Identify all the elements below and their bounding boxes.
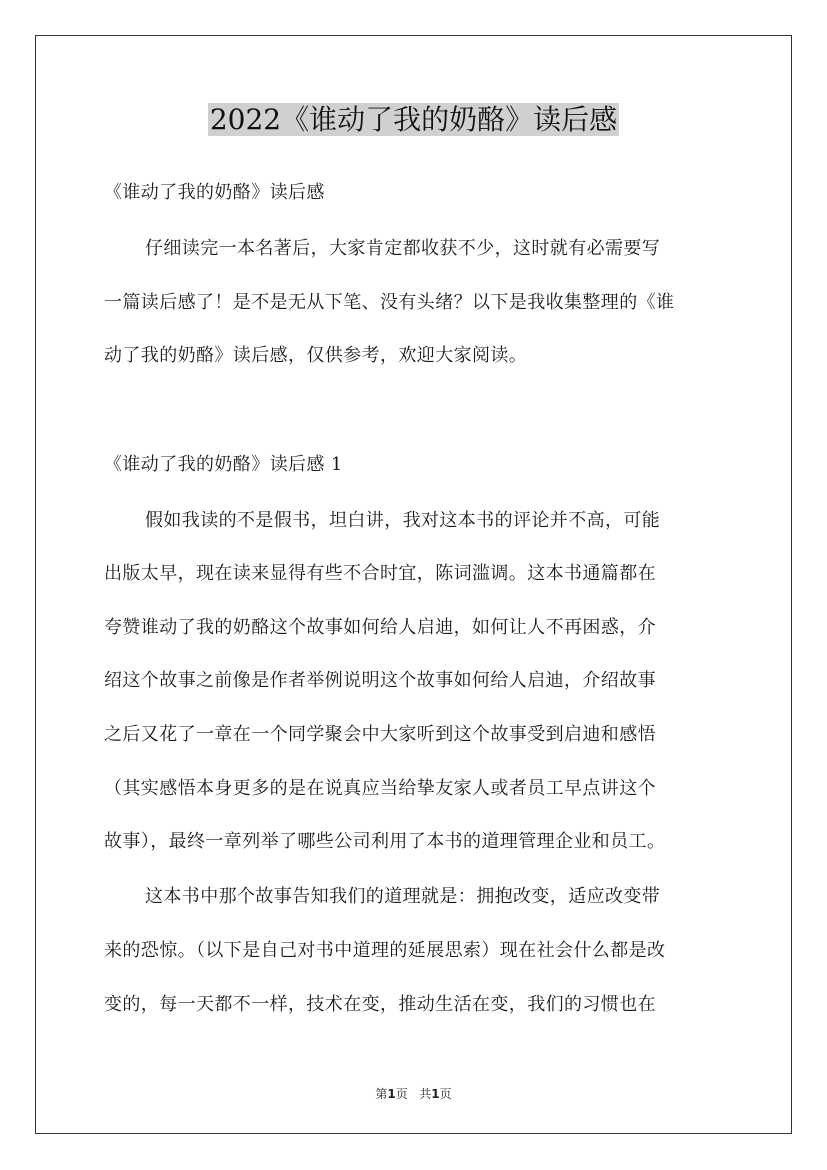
paragraph-line: 这本书中那个故事告知我们的道理就是：拥抱改变，适应改变带 — [145, 886, 661, 907]
footer-total-suffix: 页 — [439, 1087, 452, 1101]
paragraph-line: 故事），最终一章列举了哪些公司利用了本书的道理管理企业和员工。 — [104, 831, 666, 852]
section-heading: 《谁动了我的奶酪》读后感 1 — [104, 454, 343, 475]
paragraph-line: 之后又花了一章在一个同学聚会中大家听到这个故事受到启迪和感悟 — [104, 724, 656, 745]
paragraph-line: 出版太早，现在读来显得有些不合时宜，陈词滥调。这本书通篇都在 — [104, 563, 656, 584]
footer-page-prefix: 第 — [375, 1087, 388, 1101]
footer-page-number: 1 — [387, 1087, 396, 1101]
paragraph-line: 绍这个故事之前像是作者举例说明这个故事如何给人启迪，介绍故事 — [104, 670, 656, 691]
intro-line: 一篇读后感了！是不是无从下笔、没有头绪？以下是我收集整理的《谁 — [104, 292, 675, 313]
document-title — [0, 100, 827, 140]
page-footer — [0, 1085, 827, 1102]
paragraph-line: 变的，每一天都不一样，技术在变，推动生活在变，我们的习惯也在 — [104, 994, 656, 1015]
intro-line: 动了我的奶酪》读后感，仅供参考，欢迎大家阅读。 — [104, 345, 528, 366]
subtitle: 《谁动了我的奶酪》读后感 — [104, 182, 325, 203]
paragraph-line: 来的恐惊。（以下是自己对书中道理的延展思索）现在社会什么都是改 — [104, 940, 666, 961]
footer-page-suffix: 页 — [395, 1087, 408, 1101]
paragraph-line: （其实感悟本身更多的是在说真应当给挚友家人或者员工早点讲这个 — [104, 778, 656, 799]
footer-total-number: 1 — [431, 1087, 440, 1101]
document-title-text: 2022《谁动了我的奶酪》读后感 — [209, 103, 618, 136]
paragraph-line: 夸赞谁动了我的奶酪这个故事如何给人启迪，如何让人不再困惑，介 — [104, 617, 656, 638]
intro-line: 仔细读完一本名著后，大家肯定都收获不少，这时就有必需要写 — [145, 238, 661, 259]
footer-total-prefix: 共 — [419, 1087, 432, 1101]
paragraph-line: 假如我读的不是假书，坦白讲，我对这本书的评论并不高，可能 — [145, 510, 661, 531]
